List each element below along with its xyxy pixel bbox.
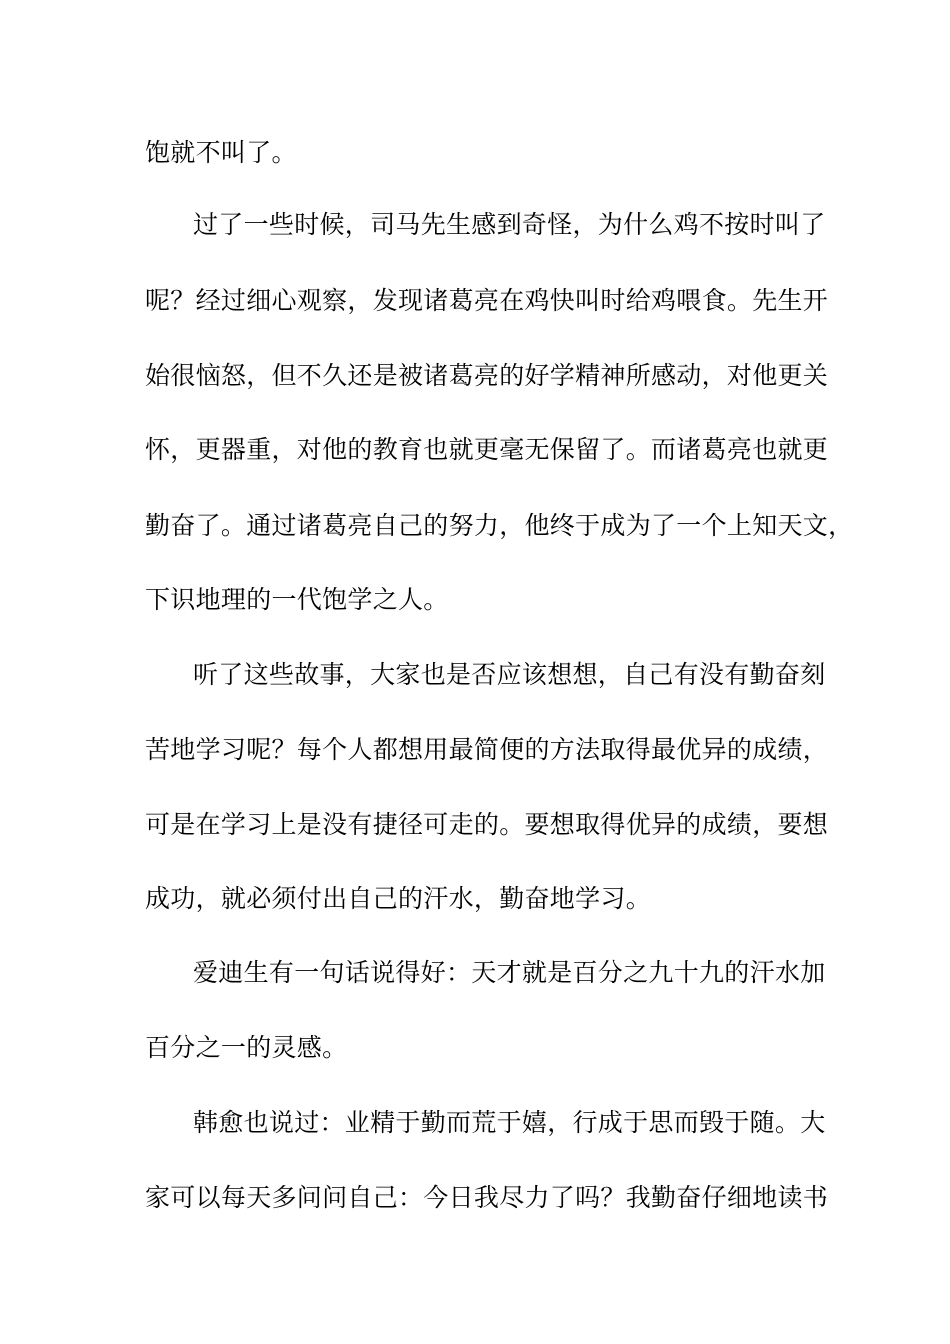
paragraph-first-line: 爱迪生有一句话说得好：天才就是百分之九十九的汗水加 (193, 958, 826, 987)
text-line: 饱就不叫了。 (145, 138, 297, 167)
paragraph-first-line: 过了一些时候，司马先生感到奇怪，为什么鸡不按时叫了 (193, 210, 826, 239)
text-line: 下识地理的一代饱学之人。 (145, 585, 449, 614)
paragraph-first-line: 韩愈也说过：业精于勤而荒于嬉，行成于思而毁于随。大 (193, 1108, 826, 1137)
text-line: 呢？经过细心观察，发现诸葛亮在鸡快叫时给鸡喂食。先生开 (145, 286, 829, 315)
text-line: 可是在学习上是没有捷径可走的。要想取得优异的成绩，要想 (145, 810, 829, 839)
text-line: 成功，就必须付出自己的汗水，勤奋地学习。 (145, 884, 652, 913)
text-line: 勤奋了。通过诸葛亮自己的努力，他终于成为了一个上知天文， (145, 511, 854, 540)
text-line: 家可以每天多问问自己：今日我尽力了吗？我勤奋仔细地读书 (145, 1183, 829, 1212)
text-line: 怀，更器重，对他的教育也就更毫无保留了。而诸葛亮也就更 (145, 435, 829, 464)
text-line: 百分之一的灵感。 (145, 1033, 348, 1062)
text-line: 始很恼怒，但不久还是被诸葛亮的好学精神所感动，对他更关 (145, 361, 829, 390)
text-line: 苦地学习呢？每个人都想用最简便的方法取得最优异的成绩， (145, 735, 829, 764)
paragraph-first-line: 听了这些故事，大家也是否应该想想，自己有没有勤奋刻 (193, 660, 826, 689)
